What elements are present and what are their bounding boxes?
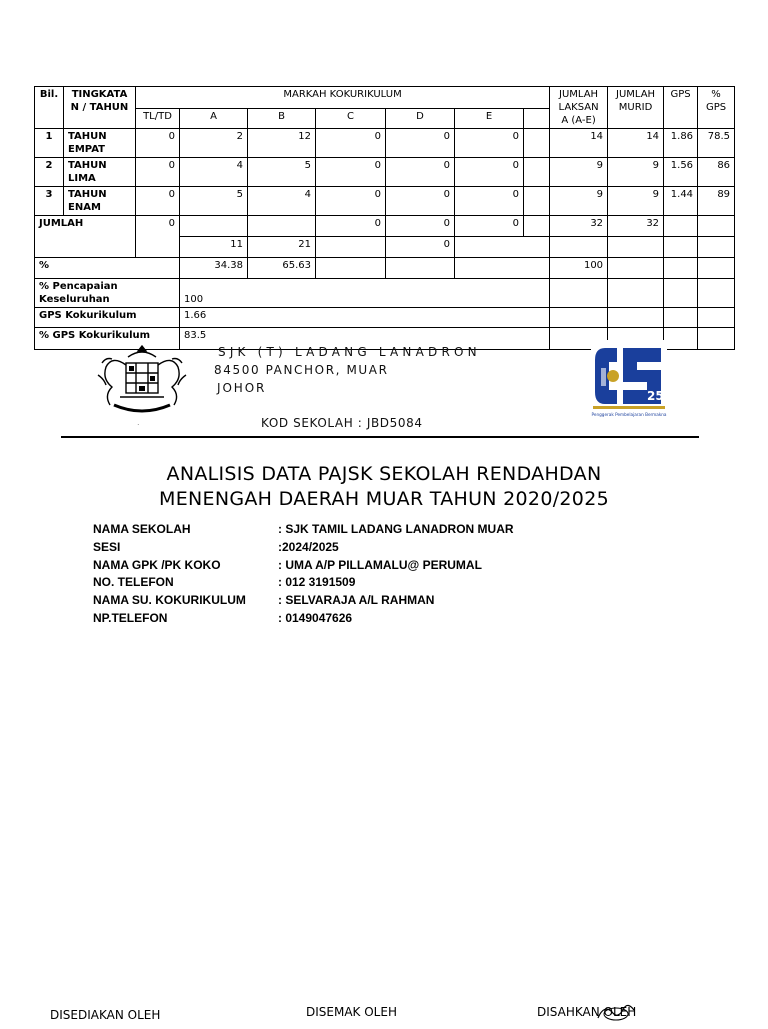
cell-tltd: 0 bbox=[136, 129, 180, 158]
jumlah-d-2: 0 bbox=[386, 237, 455, 258]
percent-row bbox=[35, 258, 735, 279]
letterhead-divider bbox=[61, 436, 699, 438]
cell-jumlah-laksana: 9 bbox=[550, 158, 608, 187]
header-tingkatan: TINGKATA N / TAHUN bbox=[64, 87, 136, 129]
cell-blank bbox=[664, 216, 698, 237]
cell-blank bbox=[698, 237, 735, 258]
percent-a: 34.38 bbox=[180, 258, 248, 279]
info-label: NP.TELEFON bbox=[93, 610, 168, 625]
header-jumlah-laksana: JUMLAH LAKSAN A (A-E) bbox=[550, 87, 608, 129]
school-info-block bbox=[93, 522, 613, 629]
header-pct-gps: % GPS bbox=[698, 87, 735, 129]
cell-blank bbox=[664, 258, 698, 279]
school-address-line2: JOHOR bbox=[217, 381, 267, 395]
cell-blank bbox=[698, 328, 735, 350]
header-markah: MARKAH KOKURIKULUM bbox=[136, 87, 550, 109]
cell-tahun: TAHUN EMPAT bbox=[64, 129, 136, 158]
cell-tltd: 0 bbox=[136, 187, 180, 216]
cell-bil: 2 bbox=[35, 158, 64, 187]
table-row bbox=[35, 158, 735, 187]
jumlah-murid: 32 bbox=[608, 216, 664, 237]
cell-blank bbox=[698, 279, 735, 308]
cell-tltd: 0 bbox=[136, 158, 180, 187]
cell-blank bbox=[664, 308, 698, 328]
header-b: B bbox=[248, 109, 316, 129]
cell-pct-gps: 86 bbox=[698, 158, 735, 187]
jumlah-a: 11 bbox=[180, 237, 248, 258]
info-row-sesi bbox=[93, 540, 613, 558]
cell-pct-gps: 89 bbox=[698, 187, 735, 216]
info-row-telefon bbox=[93, 575, 613, 593]
percent-jumlah: 100 bbox=[550, 258, 608, 279]
header-e: E bbox=[455, 109, 524, 129]
approved-by-label: DISAHKAN OLEH bbox=[537, 1005, 637, 1019]
cell-c: 0 bbox=[316, 187, 386, 216]
cell-blank bbox=[664, 279, 698, 308]
info-label: NAMA SU. KOKURIKULUM bbox=[93, 593, 246, 608]
kokurikulum-results-table bbox=[34, 86, 735, 350]
jumlah-c: 0 bbox=[316, 216, 386, 237]
cell-blank bbox=[524, 187, 550, 216]
header-a: A bbox=[180, 109, 248, 129]
table-row bbox=[35, 129, 735, 158]
cell-e: 0 bbox=[455, 129, 524, 158]
gps-koko-value: 1.66 bbox=[180, 308, 550, 328]
jumlah-label: JUMLAH bbox=[35, 216, 136, 258]
document-title-line1: ANALISIS DATA PAJSK SEKOLAH RENDAHDAN bbox=[166, 463, 602, 485]
jumlah-b-blank bbox=[248, 216, 316, 237]
dot-mark: . bbox=[137, 418, 140, 427]
info-value: : SELVARAJA A/L RAHMAN bbox=[278, 593, 435, 608]
cell-b: 12 bbox=[248, 129, 316, 158]
info-label: NAMA SEKOLAH bbox=[93, 522, 191, 536]
pencapaian-label: % Pencapaian Keseluruhan bbox=[35, 279, 180, 308]
gps-koko-label: GPS Kokurikulum bbox=[35, 308, 180, 328]
cell-d: 0 bbox=[386, 129, 455, 158]
cell-blank bbox=[608, 279, 664, 308]
cell-jumlah-murid: 9 bbox=[608, 187, 664, 216]
document-title-line2: MENENGAH DAERAH MUAR TAHUN 2020/2025 bbox=[159, 488, 609, 510]
cell-blank bbox=[524, 216, 550, 237]
info-value: : SJK TAMIL LADANG LANADRON MUAR bbox=[278, 522, 514, 536]
pct-gps-koko-value: 83.5 bbox=[180, 328, 550, 350]
percent-b: 65.63 bbox=[248, 258, 316, 279]
school-code: KOD SEKOLAH : JBD5084 bbox=[261, 416, 423, 430]
signature-scribble bbox=[596, 1000, 636, 1024]
cell-blank bbox=[550, 308, 608, 328]
prepared-by-label: DISEDIAKAN OLEH bbox=[50, 1008, 161, 1022]
cell-bil: 3 bbox=[35, 187, 64, 216]
cell-tahun: TAHUN LIMA bbox=[64, 158, 136, 187]
cell-jumlah-laksana: 9 bbox=[550, 187, 608, 216]
cell-d: 0 bbox=[386, 158, 455, 187]
cell-e: 0 bbox=[455, 187, 524, 216]
cell-blank bbox=[608, 237, 664, 258]
school-address-line1: 84500 PANCHOR, MUAR bbox=[214, 363, 389, 377]
percent-label: % bbox=[35, 258, 180, 279]
table-row bbox=[35, 187, 735, 216]
cell-blank bbox=[608, 258, 664, 279]
header-gps: GPS bbox=[664, 87, 698, 129]
cell-gps: 1.44 bbox=[664, 187, 698, 216]
header-tltd: TL/TD bbox=[136, 109, 180, 129]
cell-c: 0 bbox=[316, 129, 386, 158]
info-label: NAMA GPK /PK KOKO bbox=[93, 557, 221, 572]
cell-bil: 1 bbox=[35, 129, 64, 158]
logo-number: 25 bbox=[647, 389, 664, 403]
pencapaian-row bbox=[35, 279, 735, 308]
cell-b: 4 bbox=[248, 187, 316, 216]
cell-c: 0 bbox=[316, 158, 386, 187]
school-name: SJK (T) LADANG LANADRON bbox=[218, 345, 481, 359]
info-row-nama-sekolah bbox=[93, 522, 613, 540]
cell-blank bbox=[698, 216, 735, 237]
cell-blank bbox=[664, 328, 698, 350]
logo-caption: Penggerak Pembelajaran Bermakna bbox=[591, 412, 667, 417]
cell-blank bbox=[524, 129, 550, 158]
pencapaian-value: 100 bbox=[180, 279, 550, 308]
info-row-su-kokurikulum bbox=[93, 593, 613, 611]
cell-a: 5 bbox=[180, 187, 248, 216]
header-jumlah-murid: JUMLAH MURID bbox=[608, 87, 664, 129]
header-c: C bbox=[316, 109, 386, 129]
header-bil: Bil. bbox=[35, 87, 64, 129]
info-row-gpk bbox=[93, 558, 613, 576]
cell-blank bbox=[698, 308, 735, 328]
cell-blank bbox=[664, 237, 698, 258]
jumlah-e: 0 bbox=[455, 216, 524, 237]
info-label: SESI bbox=[93, 539, 121, 554]
cell-pct-gps: 78.5 bbox=[698, 129, 735, 158]
jumlah-row bbox=[35, 216, 735, 237]
cell-gps: 1.86 bbox=[664, 129, 698, 158]
info-label: NO. TELEFON bbox=[93, 575, 174, 590]
cell-blank bbox=[698, 258, 735, 279]
cell-blank bbox=[524, 158, 550, 187]
info-value: :2024/2025 bbox=[278, 539, 339, 554]
cell-d: 0 bbox=[386, 187, 455, 216]
jumlah-b: 21 bbox=[248, 237, 316, 258]
cell-jumlah-murid: 14 bbox=[608, 129, 664, 158]
malaysia-crest-logo bbox=[92, 345, 192, 415]
cell-a: 2 bbox=[180, 129, 248, 158]
cell-blank bbox=[316, 258, 386, 279]
cell-blank bbox=[455, 258, 550, 279]
jumlah-d: 0 bbox=[386, 216, 455, 237]
header-blank bbox=[524, 109, 550, 129]
cell-b: 5 bbox=[248, 158, 316, 187]
pajsk-25-logo bbox=[591, 340, 667, 420]
info-value: : 012 3191509 bbox=[278, 575, 356, 590]
info-value: : 0149047626 bbox=[278, 610, 353, 625]
info-value: : UMA A/P PILLAMALU@ PERUMAL bbox=[278, 557, 482, 572]
info-row-np-telefon bbox=[93, 611, 613, 629]
cell-e: 0 bbox=[455, 158, 524, 187]
pct-gps-koko-label: % GPS Kokurikulum bbox=[35, 328, 180, 350]
cell-blank bbox=[550, 279, 608, 308]
header-d: D bbox=[386, 109, 455, 129]
checked-by-label: DISEMAK OLEH bbox=[306, 1005, 397, 1019]
jumlah-laksana: 32 bbox=[550, 216, 608, 237]
cell-blank bbox=[386, 258, 455, 279]
cell-jumlah-murid: 9 bbox=[608, 158, 664, 187]
cell-blank bbox=[608, 308, 664, 328]
cell-gps: 1.56 bbox=[664, 158, 698, 187]
cell-blank bbox=[455, 237, 550, 258]
cell-blank bbox=[550, 237, 608, 258]
cell-jumlah-laksana: 14 bbox=[550, 129, 608, 158]
jumlah-a-blank bbox=[180, 216, 248, 237]
cell-a: 4 bbox=[180, 158, 248, 187]
gps-koko-row bbox=[35, 308, 735, 328]
cell-tahun: TAHUN ENAM bbox=[64, 187, 136, 216]
jumlah-tltd: 0 bbox=[136, 216, 180, 258]
cell-blank bbox=[316, 237, 386, 258]
